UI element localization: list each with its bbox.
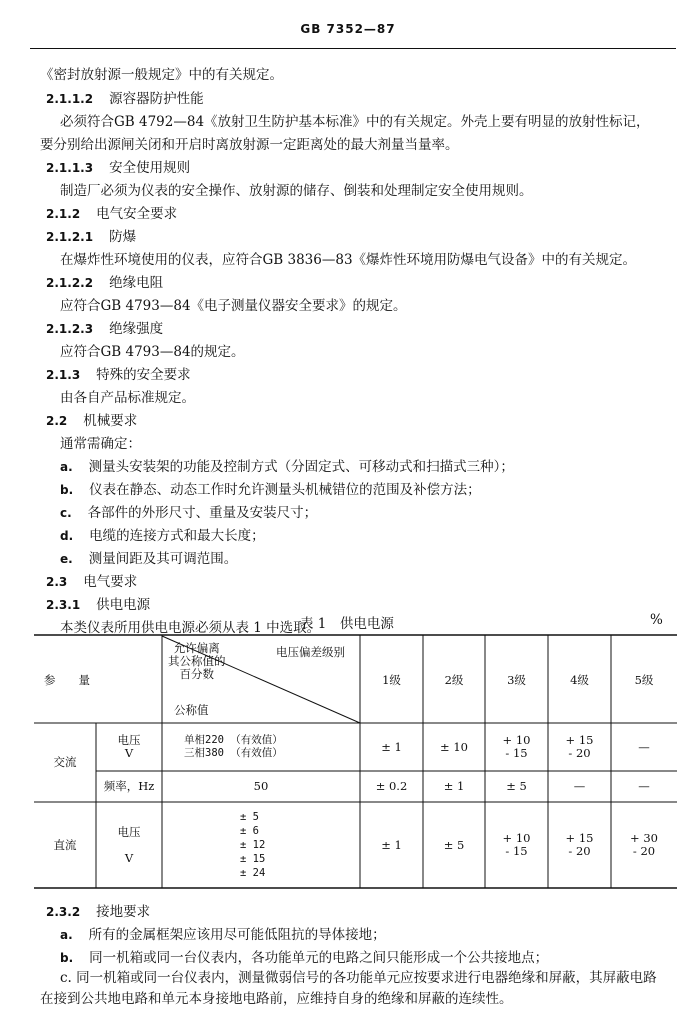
body-text-line: 通常需确定： xyxy=(60,436,141,452)
table-caption: 表 1 供电电源 xyxy=(300,616,394,632)
text-line xyxy=(46,412,137,430)
ac-freq-label: 频率，Hz xyxy=(103,779,155,793)
section-heading: 供电电源 xyxy=(96,597,151,613)
ac-voltage-value: + 10 - 15 xyxy=(502,733,531,760)
text-line xyxy=(46,573,137,591)
body-text-line: 要分别给出源闸关闭和开启时离放射源一定距离处的最大剂量当量率。 xyxy=(40,137,459,153)
text-line xyxy=(46,320,163,338)
section-heading: 电气要求 xyxy=(83,574,138,590)
list-label: a. xyxy=(60,460,73,474)
text-line xyxy=(60,182,533,200)
list-label: e. xyxy=(60,552,73,566)
section-number: 2.3.2 xyxy=(46,905,81,919)
body-text-line: 本类仪表所用供电电源必须从表 1 中选取。 xyxy=(60,620,321,636)
header-rule xyxy=(30,48,676,49)
body-text-line: 应符合GB 4793—84的规定。 xyxy=(60,344,245,360)
section-heading: 接地要求 xyxy=(96,904,151,920)
param-header: 参 量 xyxy=(44,673,90,687)
body-text-line: 测量头安装架的功能及控制方式（分固定式、可移动式和扫描式三种）； xyxy=(88,459,514,475)
list-label: b. xyxy=(60,951,74,965)
text-line xyxy=(60,504,317,522)
text-line xyxy=(40,136,459,154)
ac-freq-value: — xyxy=(638,779,650,793)
section-number: 2.1.2.3 xyxy=(46,322,94,336)
diag-top-right: 电压偏差级别 xyxy=(276,645,345,659)
text-line xyxy=(60,435,141,453)
ac-voltage-value: — xyxy=(638,740,650,754)
text-line xyxy=(46,228,136,246)
ac-freq-value: ± 5 xyxy=(506,779,527,793)
ac-freq-value: ± 0.2 xyxy=(375,779,408,793)
grade-4-header: 4级 xyxy=(570,673,589,687)
text-line xyxy=(46,274,163,292)
section-heading: 特殊的安全要求 xyxy=(96,367,191,383)
list-label: d. xyxy=(60,529,74,543)
body-text-line: 同一机箱或同一台仪表内，各功能单元的电路之间只能形成一个公共接地点； xyxy=(89,950,549,966)
body-text-line: 制造厂必须为仪表的安全操作、放射源的储存、倒装和处理制定安全使用规则。 xyxy=(60,183,533,199)
dc-nominal-values: ± 5 ± 6 ± 12 ± 15 ± 24 xyxy=(240,811,266,879)
text-line xyxy=(46,90,204,108)
ac-label: 交流 xyxy=(53,755,77,769)
section-heading: 机械要求 xyxy=(83,413,138,429)
body-text-line: 所有的金属框架应该用尽可能低阻抗的导体接地； xyxy=(88,927,386,943)
section-heading: 绝缘电阻 xyxy=(109,275,164,291)
section-heading: 防爆 xyxy=(109,229,137,245)
text-line xyxy=(60,550,237,568)
text-line xyxy=(60,297,407,315)
text-line xyxy=(40,66,283,84)
text-line xyxy=(60,481,481,499)
ac-voltage-nominal: 单相220 （有效值） 三相380 （有效值） xyxy=(184,734,283,759)
text-line xyxy=(60,527,265,545)
text-line xyxy=(60,389,195,407)
text-line xyxy=(46,366,191,384)
diag-bottom-left: 公称值 xyxy=(174,703,209,717)
dc-voltage-label: 电压 V xyxy=(117,825,141,865)
section-number: 2.2 xyxy=(46,414,68,428)
body-text-line: 必须符合GB 4792—84《放射卫生防护基本标准》中的有关规定。外壳上要有明显的放射性标记， xyxy=(60,114,650,130)
ac-freq-nominal: 50 xyxy=(253,779,269,793)
text-line xyxy=(60,113,650,131)
dc-voltage-value: + 30 - 20 xyxy=(630,831,658,858)
text-line xyxy=(46,159,190,177)
text-line xyxy=(60,926,386,944)
section-number: 2.1.1.3 xyxy=(46,161,94,175)
page-header: GB 7352—87 xyxy=(300,22,396,36)
section-heading: 绝缘强度 xyxy=(109,321,164,337)
text-line xyxy=(60,949,548,967)
diag-top-left: 允许偏离 其公称值的 百分数 xyxy=(168,641,226,681)
dc-voltage-value: + 10 - 15 xyxy=(502,831,531,858)
list-label: b. xyxy=(60,483,74,497)
list-label: a. xyxy=(60,928,73,942)
section-heading: 安全使用规则 xyxy=(109,160,191,176)
section-number: 2.1.1.2 xyxy=(46,92,94,106)
body-text-line: 在爆炸性环境使用的仪表，应符合GB 3836—83《爆炸性环境用防爆电气设备》中的有关规定。 xyxy=(60,252,637,268)
ac-voltage-label: 电压 V xyxy=(117,733,141,760)
text-line xyxy=(46,903,150,921)
body-text-line: 仪表在静态、动态工作时允许测量头机械错位的范围及补偿方法； xyxy=(89,482,481,498)
grade-1-header: 1级 xyxy=(382,673,401,687)
dc-voltage-value: + 15 - 20 xyxy=(565,831,594,858)
dc-voltage-value: ± 1 xyxy=(381,838,402,852)
dc-voltage-value: ± 5 xyxy=(443,838,465,852)
grade-3-header: 3级 xyxy=(507,673,526,687)
section-number: 2.1.2 xyxy=(46,207,81,221)
section-heading: 电气安全要求 xyxy=(96,206,178,222)
body-text-line: 《密封放射源一般规定》中的有关规定。 xyxy=(40,67,283,83)
body-text-line: 测量间距及其可调范围。 xyxy=(88,551,238,567)
ac-voltage-value: + 15 - 20 xyxy=(565,733,594,760)
body-text-line: 应符合GB 4793—84《电子测量仪器安全要求》的规定。 xyxy=(60,298,407,314)
ac-freq-value: ± 1 xyxy=(443,779,465,793)
grade-2-header: 2级 xyxy=(444,673,464,687)
paragraph-c: c. 同一机箱或同一台仪表内，测量微弱信号的各功能单元应按要求进行电器绝缘和屏蔽，其屏蔽电路在接到公共地电路和单元本身接地电路前，应维持自身的绝缘和屏蔽的连续性。 xyxy=(40,970,657,1007)
ac-voltage-value: ± 10 xyxy=(440,740,468,754)
ac-freq-value: — xyxy=(573,779,586,793)
ac-voltage-value: ± 1 xyxy=(381,740,402,754)
text-line xyxy=(60,343,245,361)
list-label: c. xyxy=(60,506,72,520)
text-line xyxy=(60,251,636,269)
section-number: 2.3 xyxy=(46,575,68,589)
table-unit: % xyxy=(650,612,663,628)
section-number: 2.1.2.1 xyxy=(46,230,94,244)
text-line xyxy=(46,596,150,614)
body-text-line: 由各自产品标准规定。 xyxy=(60,390,195,406)
body-text-line: 各部件的外形尺寸、重量及安装尺寸； xyxy=(87,505,318,521)
dc-label: 直流 xyxy=(53,838,77,852)
section-number: 2.1.2.2 xyxy=(46,276,94,290)
text-line xyxy=(46,205,177,223)
power-supply-table xyxy=(34,634,677,889)
section-heading: 源容器防护性能 xyxy=(109,91,204,107)
text-line xyxy=(60,458,514,476)
section-number: 2.1.3 xyxy=(46,368,81,382)
body-text-line: 电缆的连接方式和最大长度； xyxy=(89,528,265,544)
grade-5-header: 5级 xyxy=(634,673,654,687)
section-number: 2.3.1 xyxy=(46,598,81,612)
